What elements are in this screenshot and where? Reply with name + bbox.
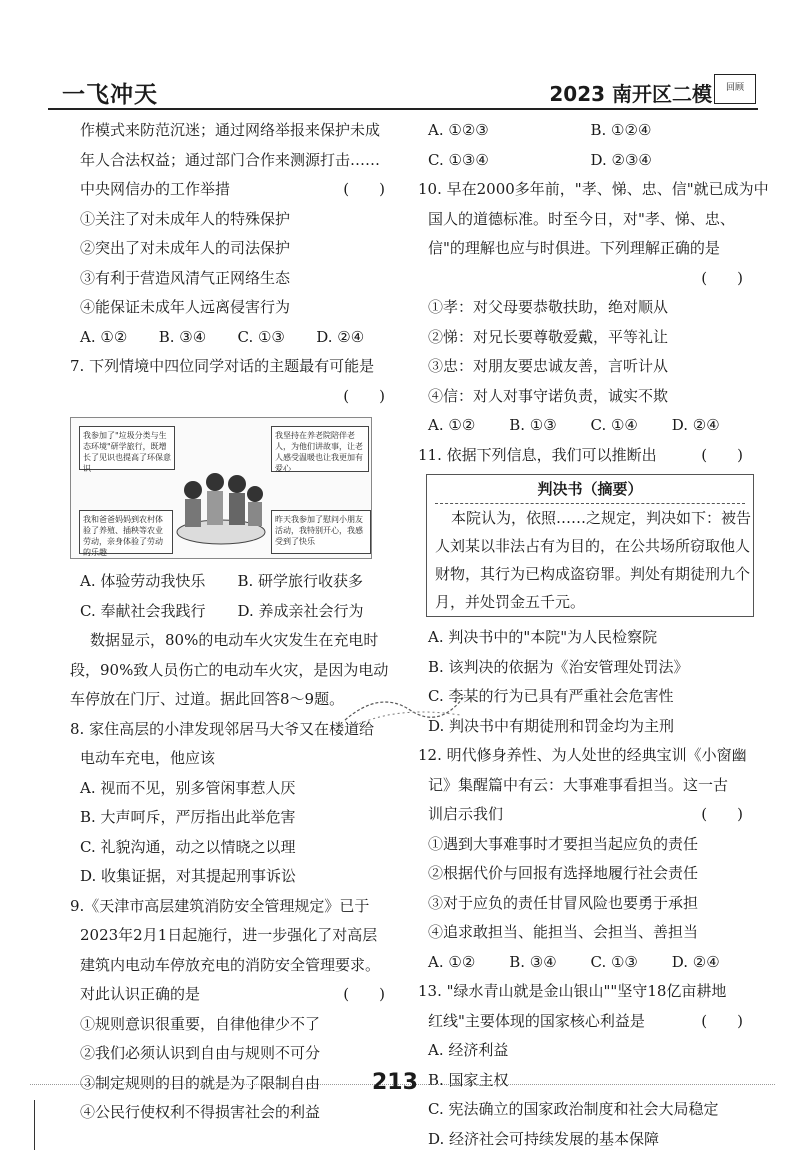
q6-item: ④能保证未成年人远离侵害行为 xyxy=(80,298,291,316)
q10-option-b: B. ①③ xyxy=(509,416,557,434)
q12-item: ②根据代价与回报有选择地履行社会责任 xyxy=(428,864,699,882)
q9-item: ③制定规则的目的就是为了限制自由 xyxy=(80,1073,321,1092)
q7-options-row xyxy=(70,597,395,627)
q10-option-c: C. ①④ xyxy=(590,416,638,434)
verdict-line: 人刘某以非法占有为目的，在公共场所窃取他人 xyxy=(435,537,751,555)
q12-item: ③对于应负的责任甘冒风险也要勇于承担 xyxy=(428,893,699,912)
q9-stem-line: 2023年2月1日起施行，进一步强化了对高层 xyxy=(80,926,378,944)
q10-item: ①孝：对父母要恭敬扶助，绝对顺从 xyxy=(428,298,669,316)
seal-stamp: 回顾 xyxy=(714,74,756,104)
q8-stem-line: 电动车充电，他应该 xyxy=(80,749,216,767)
q7-option-a: A. 体验劳动我快乐 xyxy=(80,572,206,590)
q6-option-c: C. ①③ xyxy=(237,327,285,346)
q13-answer-bracket: ( ) xyxy=(701,1011,743,1030)
data-paragraph-line: 车停放在门厅、过道。据此回答8～9题。 xyxy=(70,690,345,708)
speech-bubble: 我坚持在养老院陪伴老人，为他们讲故事，让老人感受温暖也让我更加有爱心 xyxy=(271,426,369,472)
q13-option: D. 经济社会可持续发展的基本保障 xyxy=(428,1129,660,1148)
exam-title: 2023 南开区二模 xyxy=(549,82,712,106)
q10-item: ④信：对人对事守诺负责，诚实不欺 xyxy=(428,386,669,405)
q7-answer-bracket: ( ) xyxy=(343,386,385,405)
q10-stem-line: 10. 早在2000多年前，"孝、悌、忠、信"就已成为中 xyxy=(418,180,769,198)
q8-option: C. 礼貌沟通，动之以情晓之以理 xyxy=(80,837,296,856)
q9-option-c: C. ①③④ xyxy=(428,150,489,169)
q7-bracket-line xyxy=(70,382,395,412)
q6-item: ①关注了对未成年人的特殊保护 xyxy=(80,209,291,228)
speech-bubble: 我和爸爸妈妈到农村体验了养殖、插秧等农业劳动，亲身体验了劳动的乐趣 xyxy=(79,510,173,554)
q7-stem: 7. 下列情境中四位同学对话的主题最有可能是 xyxy=(70,357,375,375)
q6-stem-text: 中央网信办的工作举措 xyxy=(80,180,231,198)
q7-options-row xyxy=(70,567,395,597)
q12-option-b: B. ③④ xyxy=(509,952,557,971)
left-column xyxy=(70,116,395,1128)
q9-stem-line: 9.《天津市高层建筑消防安全管理规定》已于 xyxy=(70,896,370,915)
q6-item: ②突出了对未成年人的司法保护 xyxy=(80,239,291,257)
q12-stem-line: 记》集醒篇中有云：大事难事看担当。这一古 xyxy=(428,775,729,794)
q9-item: ①规则意识很重要，自律他律少不了 xyxy=(80,1014,321,1033)
q12-option-d: D. ②④ xyxy=(671,952,720,971)
verdict-title: 判决书（摘要） xyxy=(537,480,643,498)
q12-stem-text: 训启示我们 xyxy=(428,805,504,823)
q10-options xyxy=(418,411,753,441)
q12-answer-bracket: ( ) xyxy=(701,805,743,823)
q13-option: A. 经济利益 xyxy=(428,1041,509,1059)
q10-answer-bracket: ( ) xyxy=(701,268,743,287)
q10-stem-line: 国人的道德标准。时至今日，对"孝、悌、忠、 xyxy=(428,209,735,228)
q9-stem-text: 对此认识正确的是 xyxy=(80,985,201,1003)
q11-option: C. 李某的行为已具有严重社会危害性 xyxy=(428,687,674,705)
q6-option-d: D. ②④ xyxy=(316,327,365,346)
q9-option-d: D. ②③④ xyxy=(590,150,652,169)
q11-option: B. 该判决的依据为《治安管理处罚法》 xyxy=(428,657,689,676)
right-column xyxy=(418,116,769,1154)
q13-stem-line: 13. "绿水青山就是金山银山""坚守18亿亩耕地 xyxy=(418,982,727,1000)
students-drawing xyxy=(175,466,267,546)
q12-options xyxy=(418,948,753,978)
brand-title: 一飞冲天 xyxy=(62,82,158,108)
q8-option: D. 收集证据，对其提起刑事诉讼 xyxy=(80,867,297,885)
q9-option-b: B. ①②④ xyxy=(590,121,652,139)
q11-stem-line xyxy=(418,441,753,471)
page-header xyxy=(48,72,758,106)
binding-margin-line xyxy=(34,1100,35,1150)
speech-bubble: 昨天我参加了慰问小朋友活动，我特别开心，我感受到了快乐 xyxy=(271,510,371,554)
q6-stem-line: 年人合法权益；通过部门合作来测源打击…… xyxy=(80,150,381,169)
q9-stem-line: 建筑内电动车停放充电的消防安全管理要求。 xyxy=(80,955,381,974)
q8-stem-line: 8. 家住高层的小津发现邻居马大爷又在楼道给 xyxy=(70,719,375,738)
q11-stem: 11. 依据下列信息，我们可以推断出 xyxy=(418,445,657,464)
q10-option-d: D. ②④ xyxy=(671,416,720,434)
q6-options xyxy=(70,323,395,353)
q13-option: B. 国家主权 xyxy=(428,1070,509,1089)
q9-item: ④公民行使权利不得损害社会的利益 xyxy=(80,1103,321,1121)
q8-option: B. 大声呵斥，严厉指出此举危害 xyxy=(80,808,296,826)
q6-stem-line: 作模式来防范沉迷；通过网络举报来保护未成 xyxy=(80,121,381,139)
q9-options-row xyxy=(418,146,753,176)
q11-option: A. 判决书中的"本院"为人民检察院 xyxy=(428,628,658,646)
verdict-line: 本院认为，依照……之规定，判决如下：被告 xyxy=(451,509,752,527)
q7-option-c: C. 奉献社会我践行 xyxy=(80,601,206,620)
q12-option-c: C. ①③ xyxy=(590,952,638,971)
q12-stem-line: 12. 明代修身养性、为人处世的经典宝训《小窗幽 xyxy=(418,746,747,764)
verdict-box xyxy=(426,474,754,617)
q7-option-b: B. 研学旅行收获多 xyxy=(237,572,364,590)
q13-stem-text: 红线"主要体现的国家核心利益是 xyxy=(428,1011,645,1030)
q8-option: A. 视而不见，别多管闲事惹人厌 xyxy=(80,778,296,797)
q7-illustration xyxy=(70,417,372,559)
q6-option-b: B. ③④ xyxy=(158,327,207,346)
q6-item: ③有利于营造风清气正网络生态 xyxy=(80,268,291,287)
q9-stem-line xyxy=(70,980,395,1010)
q9-options-row xyxy=(418,116,753,146)
q6-answer-bracket: ( ) xyxy=(343,180,385,198)
q9-item: ②我们必须认识到自由与规则不可分 xyxy=(80,1044,321,1062)
q11-option: D. 判决书中有期徒刑和罚金均为主刑 xyxy=(428,716,675,735)
verdict-line: 月，并处罚金五千元。 xyxy=(435,593,586,611)
q6-stem-line xyxy=(70,175,395,205)
q12-item: ①遇到大事难事时才要担当起应负的责任 xyxy=(428,834,699,853)
q9-option-a: A. ①②③ xyxy=(428,121,489,139)
q12-stem-line xyxy=(418,800,753,830)
verdict-line: 财物，其行为已构成盗窃罪。判处有期徒刑九个 xyxy=(435,565,751,583)
speech-bubble: 我参加了"垃圾分类与生态环境"研学旅行，既增长了见识也提高了环保意识 xyxy=(79,426,175,470)
data-paragraph-line: 数据显示，80%的电动车火灾发生在充电时 xyxy=(90,631,379,649)
q7-option-d: D. 养成亲社会行为 xyxy=(237,601,364,620)
verdict-body xyxy=(435,503,752,616)
page-number: 213 xyxy=(372,1070,418,1095)
q11-answer-bracket: ( ) xyxy=(701,445,743,464)
q12-item: ④追求敢担当、能担当、会担当、善担当 xyxy=(428,923,699,941)
q13-stem-line xyxy=(418,1007,753,1037)
data-paragraph-line: 段，90%致人员伤亡的电动车火灾，是因为电动 xyxy=(70,660,389,679)
q10-bracket-line xyxy=(418,264,753,294)
q13-option: C. 宪法确立的国家政治制度和社会大局稳定 xyxy=(428,1100,719,1118)
q6-option-a: A. ①② xyxy=(80,327,128,346)
q10-stem-line: 信"的理解也应与时俱进。下列理解正确的是 xyxy=(428,239,720,257)
header-rule xyxy=(48,108,758,110)
q10-option-a: A. ①② xyxy=(428,416,476,434)
q9-answer-bracket: ( ) xyxy=(343,985,385,1003)
q10-item: ②悌：对兄长要尊敬爱戴，平等礼让 xyxy=(428,327,669,346)
center-stamp-mark xyxy=(340,680,470,734)
q10-item: ③忠：对朋友要忠诚友善，言听计从 xyxy=(428,357,669,375)
q12-option-a: A. ①② xyxy=(428,952,476,971)
